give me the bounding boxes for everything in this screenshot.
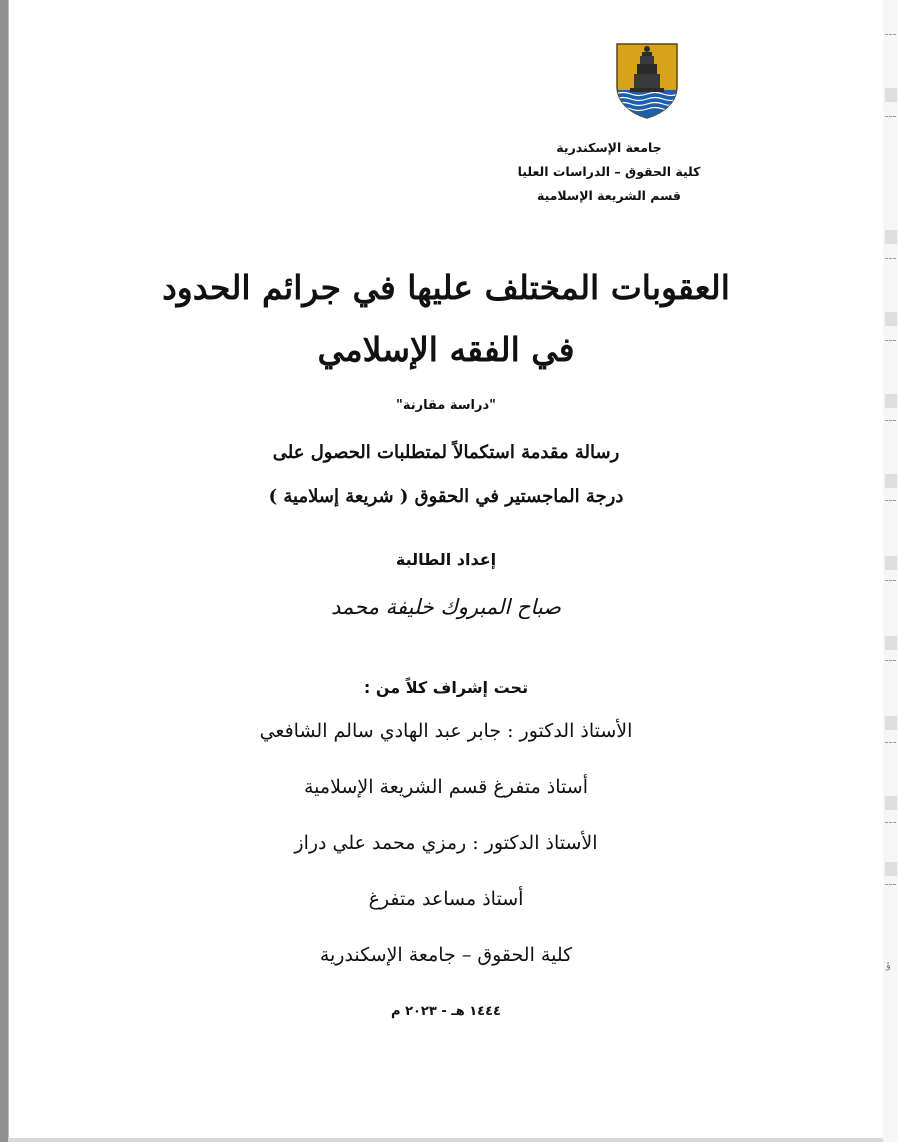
margin-marker	[885, 796, 897, 810]
thesis-title-line-1: العقوبات المختلف عليها في جرائم الحدود	[162, 268, 730, 307]
margin-marker	[885, 556, 897, 570]
student-name: صباح المبروك خليفة محمد	[330, 595, 561, 619]
department-name: قسم الشريعة الإسلامية	[536, 188, 681, 203]
university-name: جامعة الإسكندرية	[556, 140, 662, 155]
thesis-date: ١٤٤٤ هـ - ٢٠٢٣ م	[391, 1004, 501, 1019]
margin-tick	[885, 742, 896, 743]
margin-glyph: ؤ	[886, 960, 891, 971]
window-left-edge	[0, 0, 8, 1142]
margin-marker	[885, 312, 897, 326]
margin-tick	[885, 420, 896, 421]
institution-header	[479, 136, 739, 208]
supervisor-1-name: الأستاذ الدكتور : جابر عبد الهادي سالم الشافعي	[259, 720, 633, 742]
margin-marker	[885, 636, 897, 650]
faculty-university-line: كلية الحقوق – جامعة الإسكندرية	[319, 944, 573, 966]
prepared-by-label: إعداد الطالبة	[395, 550, 497, 569]
margin-marker	[885, 88, 897, 102]
thesis-title-line-2: في الفقه الإسلامي	[317, 330, 575, 369]
margin-tick	[885, 340, 896, 341]
faculty-name: كلية الحقوق – الدراسات العليا	[517, 164, 701, 179]
margin-tick	[885, 116, 896, 117]
supervisor-2-name: الأستاذ الدكتور : رمزي محمد علي دراز	[294, 832, 598, 854]
margin-tick	[885, 822, 896, 823]
margin-tick	[885, 258, 896, 259]
margin-tick	[885, 34, 896, 35]
margin-marker	[885, 230, 897, 244]
margin-marker	[885, 716, 897, 730]
margin-tick	[885, 580, 896, 581]
page-bottom-edge	[8, 1138, 883, 1142]
margin-marker	[885, 474, 897, 488]
degree-statement-line-2: درجة الماجستير في الحقوق ( شريعة إسلامية )	[268, 486, 624, 507]
margin-marker	[885, 862, 897, 876]
margin-tick	[885, 660, 896, 661]
margin-tick	[885, 884, 896, 885]
thesis-subtitle: "دراسة مقارنة"	[396, 398, 496, 413]
university-emblem-icon	[615, 42, 679, 120]
supervisor-1-title: أستاذ متفرغ قسم الشريعة الإسلامية	[304, 776, 588, 798]
document-right-margin	[883, 0, 898, 1142]
supervisor-2-title: أستاذ مساعد متفرغ	[368, 888, 524, 910]
document-page	[8, 0, 884, 1139]
margin-marker	[885, 394, 897, 408]
margin-tick	[885, 500, 896, 501]
supervision-label: تحت إشراف كلاً من :	[363, 678, 529, 697]
degree-statement-line-1: رسالة مقدمة استكمالاً لمتطلبات الحصول على	[272, 442, 620, 463]
